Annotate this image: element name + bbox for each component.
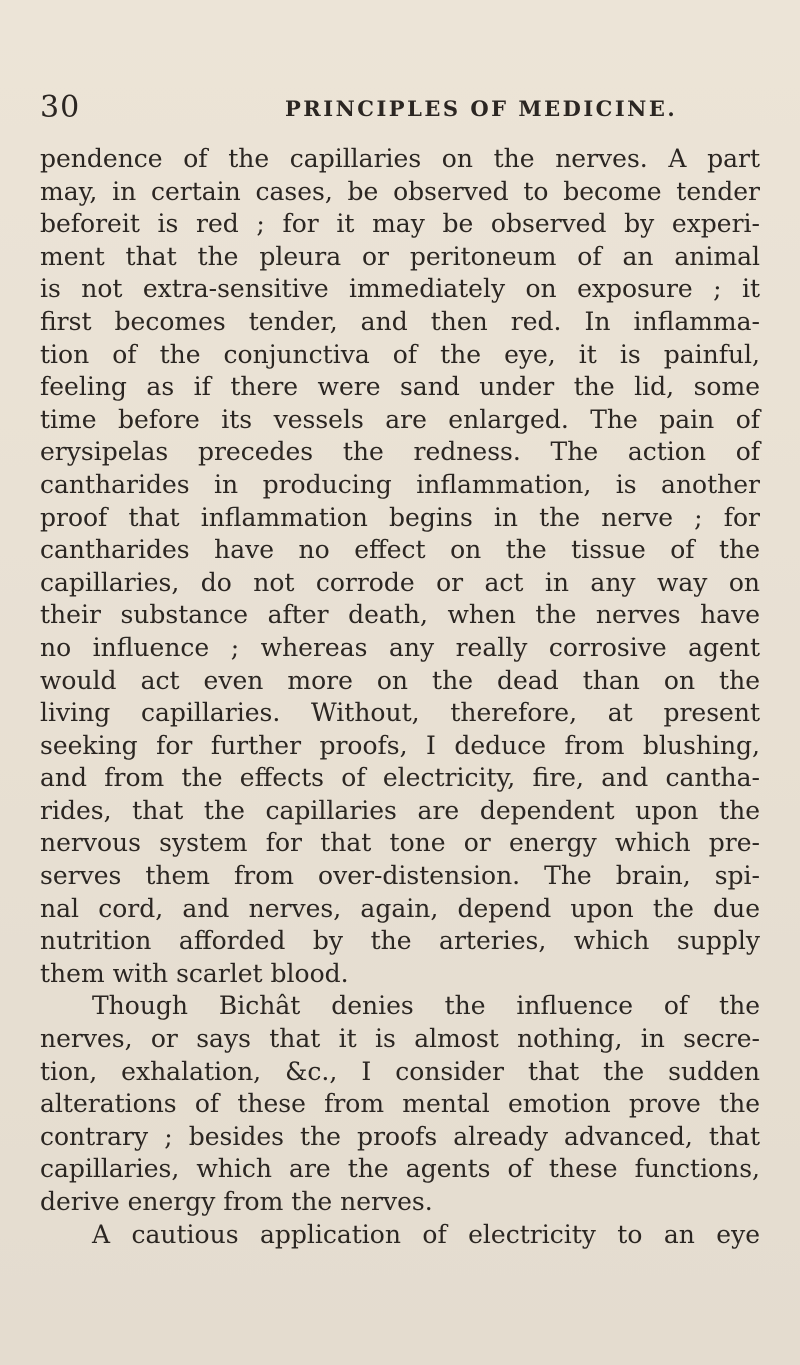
text-line: cantharides in producing inflammation, is another: [40, 469, 760, 499]
text-line: rides, that the capillaries are dependent upon the: [40, 795, 760, 825]
text-line: tion, exhalation, &c., I consider that the sudden: [40, 1056, 760, 1086]
text-line: no influence ; whereas any really corrosive agent: [40, 632, 760, 662]
text-line: nal cord, and nerves, again, depend upon the due: [40, 893, 760, 923]
text-line: is not extra-sensitive immediately on exposure ; it: [40, 274, 760, 304]
text-line: capillaries, do not corrode or act in any way on: [40, 567, 760, 597]
text-line: nutrition afforded by the arteries, which supply: [40, 926, 760, 956]
text-line: tion of the conjunctiva of the eye, it is painful,: [40, 339, 760, 369]
text-line: time before its vessels are enlarged. The pain of: [40, 404, 760, 434]
text-line: living capillaries. Without, therefore, at present: [40, 698, 760, 728]
text-line: beforeit is red ; for it may be observed by experi-: [40, 209, 760, 239]
text-line: capillaries, which are the agents of these functions,: [40, 1154, 760, 1184]
text-line: pendence of the capillaries on the nerves. A part: [40, 144, 760, 173]
text-line: contrary ; besides the proofs already advanced, that: [40, 1121, 760, 1151]
text-line: first becomes tender, and then red. In inflamma-: [40, 306, 760, 336]
page-number: 30: [40, 90, 81, 125]
text-line: nervous system for that tone or energy which pre-: [40, 828, 760, 858]
text-line: alterations of these from mental emotion prove the: [40, 1089, 760, 1119]
running-head: [40, 88, 760, 128]
paragraph-end-line: derive energy from the nerves.: [40, 1187, 433, 1216]
text-line: seeking for further proofs, I deduce from blushing,: [40, 730, 760, 760]
text-line: erysipelas precedes the redness. The action of: [40, 437, 760, 467]
running-title: PRINCIPLES OF MEDICINE.: [285, 96, 678, 121]
text-line: would act even more on the dead than on the: [40, 665, 760, 695]
text-line: and from the effects of electricity, fire, and cantha-: [40, 763, 760, 793]
text-line: cantharides have no effect on the tissue of the: [40, 535, 760, 565]
body-text: [40, 143, 760, 1251]
text-line: serves them from over-distension. The brain, spi-: [40, 861, 760, 891]
paragraph-end-line: them with scarlet blood.: [40, 958, 349, 988]
text-line: ment that the pleura or peritoneum of an animal: [40, 241, 760, 271]
text-line: their substance after death, when the nerves have: [40, 600, 760, 630]
text-line: proof that inflammation begins in the nerve ; for: [40, 502, 760, 532]
paragraph-start-line: A cautious application of electricity to an eye: [92, 1219, 760, 1249]
paragraph-start-line: Though Bichât denies the influence of the: [92, 991, 760, 1021]
text-line: nerves, or says that it is almost nothing, in secre-: [40, 1024, 760, 1054]
text-line: feeling as if there were sand under the lid, some: [40, 372, 760, 402]
text-line: may, in certain cases, be observed to become tender: [40, 176, 760, 206]
